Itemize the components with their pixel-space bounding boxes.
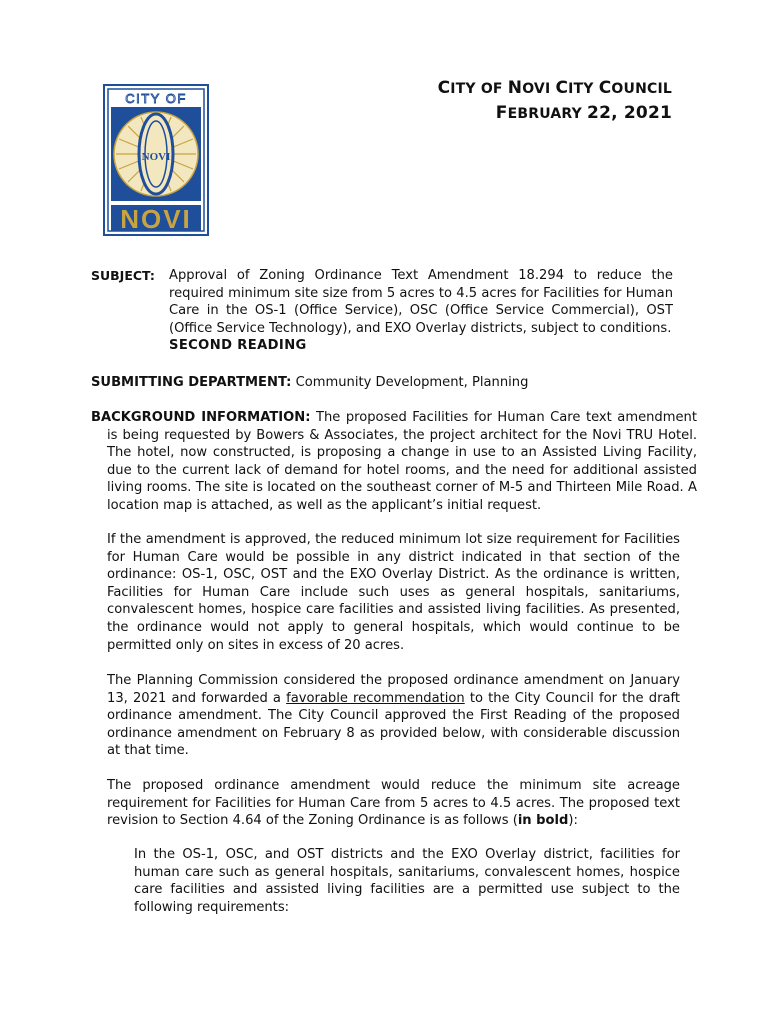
logo-monogram: NOVI: [141, 151, 171, 163]
background-text: The proposed Facilities for Human Care text amendment is being requested by Bowers & Associates, the project architect for the Novi TRU Hotel. The hotel, now constructed, is proposing a change in use to an Assisted Living Facility, due to the current lack of demand for hotel rooms, and the need for additional assisted living rooms. The site is located on the southeast corner of M-5 and Thirteen Mile Road. A location map is attached, as well as the applicant’s initial request.: [107, 410, 697, 513]
document-header: [438, 76, 672, 126]
logo-top-text: CITY OF: [125, 91, 187, 106]
logo-bottom-text: NOVI: [120, 204, 192, 234]
ordinance-quote: In the OS-1, OSC, and OST districts and the EXO Overlay district, facilities for human care such as general hospitals, sanitariums, convalescent homes, hospice care facilities and assisted living facilities are a permitted use subject to the following requirements:: [134, 847, 680, 915]
background-information: [91, 409, 697, 515]
second-reading: SECOND READING: [169, 338, 307, 354]
background-label: BACKGROUND INFORMATION:: [91, 410, 311, 425]
subject-text: [169, 267, 673, 355]
header-date: FEBRUARY 22, 2021: [495, 103, 672, 123]
city-of-novi-seal: [103, 84, 209, 236]
department-value: Community Development, Planning: [291, 375, 529, 390]
submitting-department: [91, 374, 691, 392]
paragraph-proposed-revision: The proposed ordinance amendment would reduce the minimum site acreage requirement for Facilities for Human Care from 5 acres to 4.5 acres. The proposed text revision to Section 4.64 of the Zoning Ordinance is as follows (in bold):: [107, 778, 680, 829]
favorable-recommendation-link[interactable]: favorable recommendation: [286, 690, 465, 706]
paragraph-amendment-scope: If the amendment is approved, the reduced minimum lot size requirement for Facilities for Human Care would be possible in any district indicated in that section of the ordinance: OS-1, OSC, OST and the EXO Overlay District. As the ordinance is written, Facilities for Human Care include such uses as general hospitals, sanitariums, convalescent homes, hospice care facilities and assisted living facilities. As presented, the ordinance would not apply to general hospitals, which would continue to be permitted only on sites in excess of 20 acres.: [107, 532, 680, 653]
subject-body: Approval of Zoning Ordinance Text Amendment 18.294 to reduce the required minimum site size from 5 acres to 4.5 acres for Facilities for Human Care in the OS-1 (Office Service), OSC (Office Service Commercial), OST (Office Service Technology), and EXO Overlay districts, subject to conditions.: [169, 268, 673, 336]
department-label: SUBMITTING DEPARTMENT:: [91, 375, 292, 390]
header-title: CITY OF NOVI CITY COUNCIL: [437, 78, 672, 98]
paragraph-planning-commission: The Planning Commission considered the proposed ordinance amendment on January 13, 2021 and forwarded a favorable recommendation to the City Council for the draft ordinance amendment. The City Council approved the First Reading of the proposed ordinance amendment on February 8 as provided below, with considerable discussion at that time.: [107, 673, 680, 759]
subject-label: SUBJECT:: [91, 268, 155, 283]
